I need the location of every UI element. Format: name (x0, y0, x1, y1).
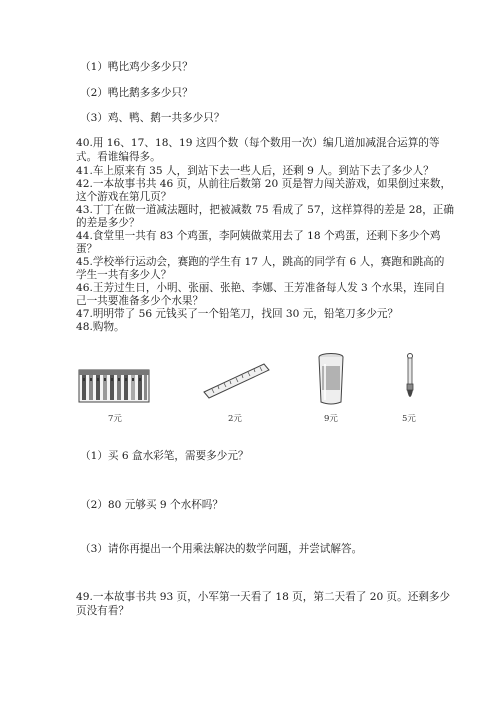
price-ruler: 2元 (228, 414, 242, 424)
item-ruler (202, 356, 272, 424)
watercolor-pens-box-icon (78, 362, 150, 404)
question-39-part-3: （3）鸡、鸭、鹅一共多少只？ (80, 112, 225, 124)
question-48-part-3: （3）请你再提出一个用乘法解决的数学问题，并尝试解答。 (80, 543, 363, 555)
question-39-part-2: （2）鸭比鹅多多少只？ (80, 87, 193, 99)
question-49-line-1: 49.一本故事书共 93 页，小军第一天看了 18 页，第二天看了 20 页。还剩多少 (76, 591, 451, 603)
shopping-items (70, 356, 430, 426)
question-42-line-2: 这个游戏在第几页？ (76, 191, 172, 203)
question-46-line-2: 己一共要准备多少个水果？ (76, 295, 204, 307)
question-41: 41.车上原来有 35 人，到站下去一些人后，还剩 9 人。到站下去了多少人？ (76, 165, 434, 177)
brush-icon (398, 352, 422, 406)
question-48-part-2: （2）80 元够买 9 个水杯吗？ (80, 499, 223, 511)
question-43-line-1: 43.丁丁在做一道减法题时，把被减数 75 看成了 57，这样算得的差是 28，正确 (76, 204, 454, 216)
question-40-line-2: 式。看谁编得多。 (76, 151, 161, 163)
question-44-line-2: 蛋？ (76, 243, 98, 255)
question-49-line-2: 页没有看？ (76, 605, 129, 617)
question-43-line-2: 的差是多少？ (76, 217, 140, 229)
question-48-title: 48.购物。 (76, 321, 125, 333)
question-42-line-1: 42.一本故事书共 46 页，从前往后数第 20 页是智力闯关游戏，如果倒过来数， (76, 178, 452, 190)
item-water-cup (316, 352, 346, 424)
item-watercolor-pens (78, 362, 150, 424)
question-45-line-1: 45.学校举行运动会，赛跑的学生有 17 人，跳高的同学有 6 人，赛跑和跳高的 (76, 256, 445, 268)
question-46-line-1: 46.王芳过生日，小明、张丽、张艳、李娜、王芳准备每人发 3 个水果，连同自 (76, 282, 446, 294)
question-40-line-1: 40.用 16、17、18、19 这四个数（每个数用一次）编几道加减混合运算的等 (76, 137, 440, 149)
item-brush (398, 352, 422, 424)
question-47: 47.明明带了 56 元钱买了一个铅笔刀，找回 30 元，铅笔刀多少元？ (76, 308, 399, 320)
price-water-cup: 9元 (324, 414, 338, 424)
ruler-icon (202, 356, 272, 402)
question-39-part-1: （1）鸭比鸡少多少只？ (80, 61, 193, 73)
price-brush: 5元 (402, 414, 416, 424)
water-cup-icon (316, 352, 346, 406)
price-watercolor-pens: 7元 (108, 414, 122, 424)
question-44-line-1: 44.食堂里一共有 83 个鸡蛋，李阿姨做菜用去了 18 个鸡蛋，还剩下多少个鸡 (76, 230, 441, 242)
question-45-line-2: 学生一共有多少人？ (76, 269, 172, 281)
question-48-part-1: （1）买 6 盒水彩笔，需要多少元？ (80, 450, 249, 462)
